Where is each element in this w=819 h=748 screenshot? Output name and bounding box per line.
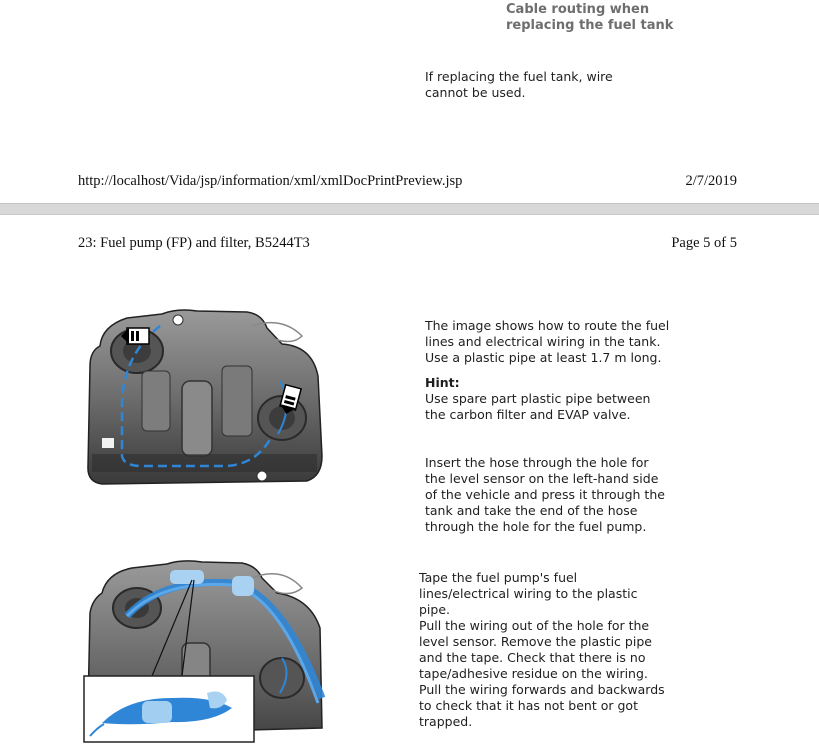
- hint-label: Hint:: [425, 375, 460, 390]
- insert-hose-instructions: Insert the hose through the hole for the level sensor on the left-hand side of the vehicle and press it through the tank and take the end of the hose through the hole for the fuel pump.: [425, 455, 665, 534]
- paragraph-wire-warning: If replacing the fuel tank, wire cannot be used.: [425, 69, 613, 100]
- fuel-tank-wiring-taped-diagram: [82, 558, 326, 744]
- page-title: 23: Fuel pump (FP) and filter, B5244T3: [78, 235, 310, 251]
- tape-wiring-instructions: [419, 570, 669, 730]
- routing-intro-text: The image shows how to route the fuel lines and electrical wiring in the tank. Use a plastic pipe at least 1.7 m long.: [425, 318, 670, 365]
- section-heading: Cable routing when replacing the fuel tank: [506, 2, 674, 33]
- fuel-tank-routing-diagram: [82, 306, 326, 488]
- footer-date: 2/7/2019: [685, 173, 737, 189]
- check-wiring-instruction: Pull the wiring forwards and backwards to check that it has not bent or got trapped.: [419, 682, 665, 729]
- routing-instructions: [425, 318, 670, 423]
- hint-text: Use spare part plastic pipe between the carbon filter and EVAP valve.: [425, 391, 651, 422]
- pull-wiring-instruction: Pull the wiring out of the hole for the level sensor. Remove the plastic pipe and the tape. Check that there is no tape/adhesive residue on the wiring.: [419, 618, 652, 681]
- footer-url: http://localhost/Vida/jsp/information/xml/xmlDocPrintPreview.jsp: [78, 173, 463, 189]
- page-separator: [0, 203, 819, 215]
- tape-instruction: Tape the fuel pump's fuel lines/electrical wiring to the plastic pipe.: [419, 570, 638, 617]
- page-number: Page 5 of 5: [671, 235, 737, 251]
